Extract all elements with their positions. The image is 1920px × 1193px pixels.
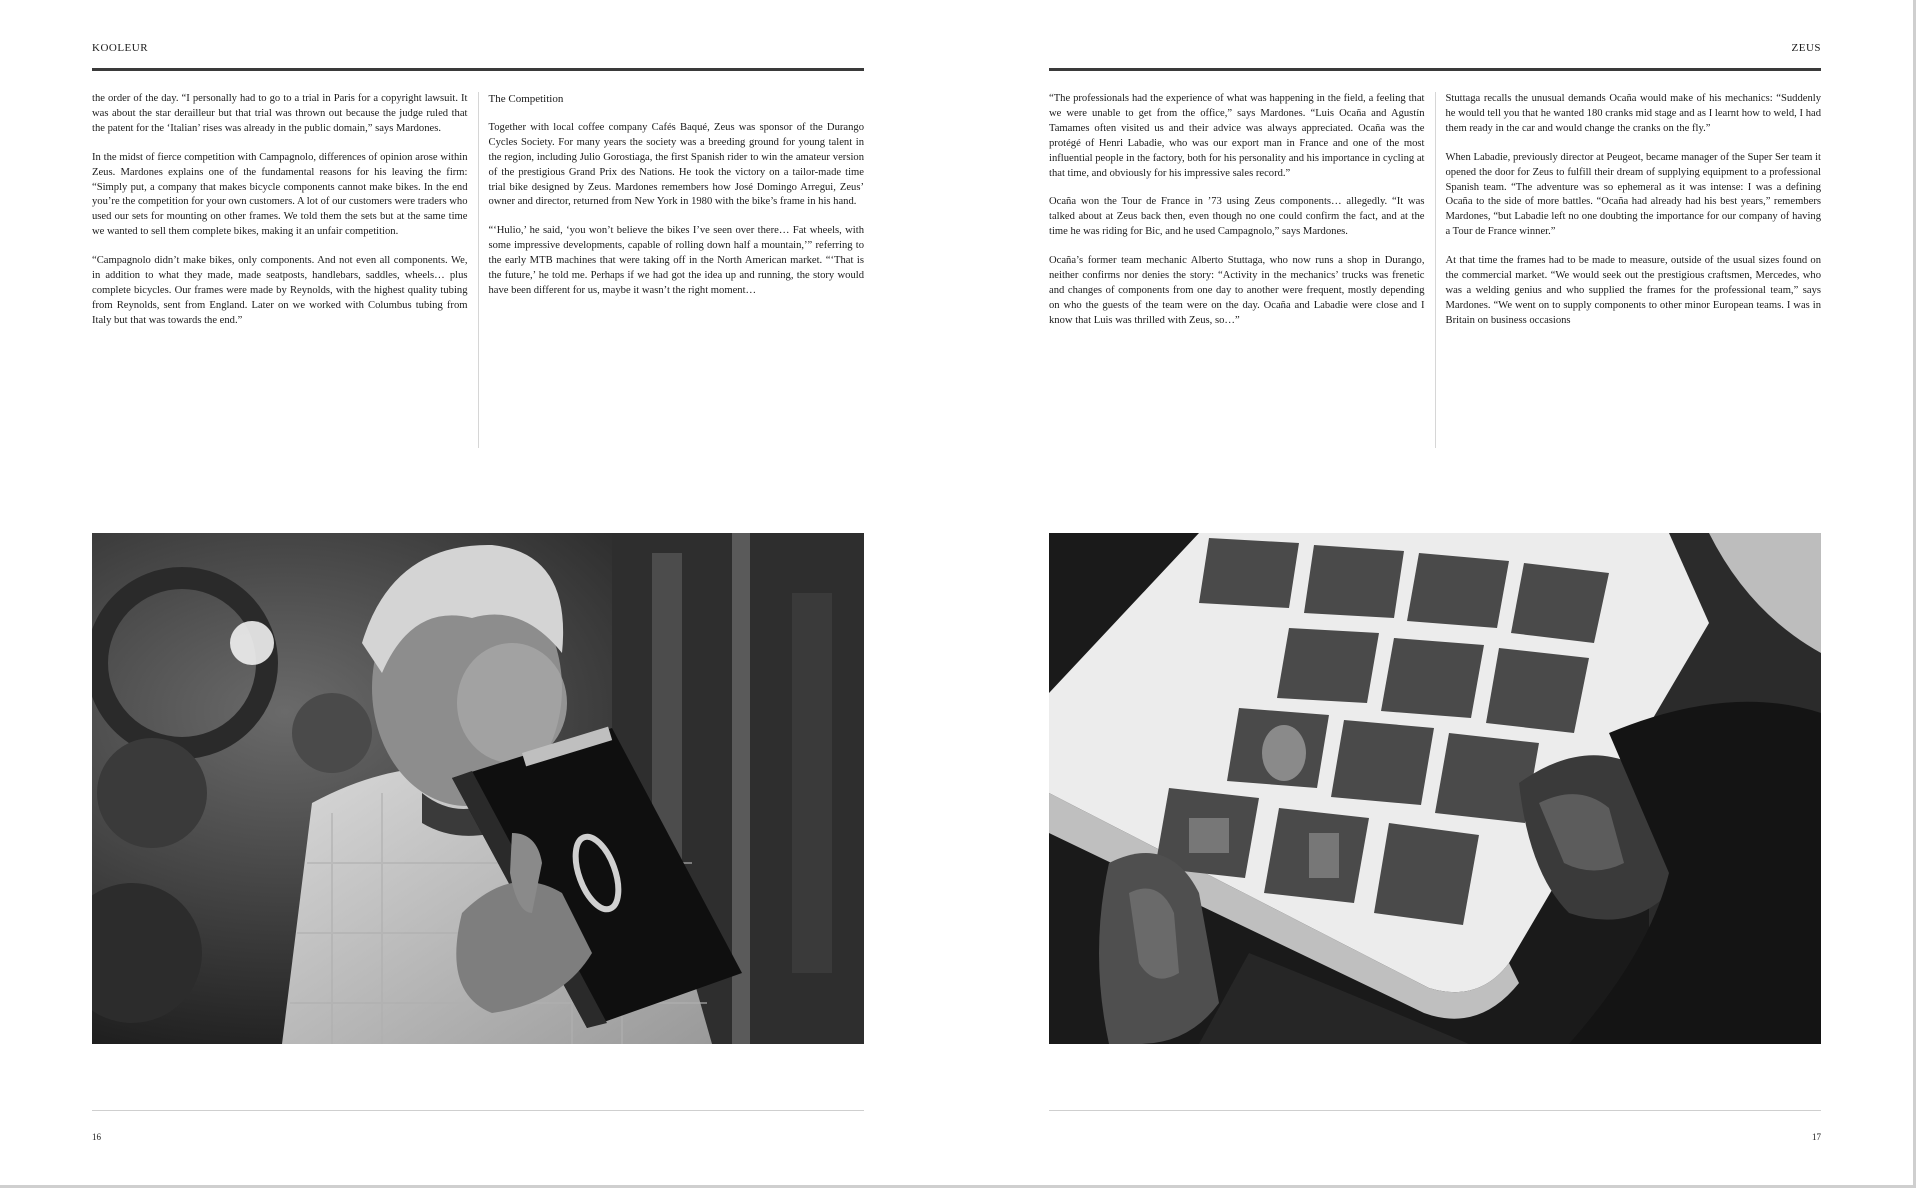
section-heading: The Competition (488, 93, 564, 105)
page-number: 17 (1812, 1132, 1821, 1142)
photo-man-holding-book (92, 533, 864, 1044)
text-column-1 (1049, 92, 1436, 448)
paragraph: Ocaña’s former team mechanic Alberto Stuttaga, who now runs a shop in Durango, neither confirms nor denies the story: “Activity in the mechanics’ trucks was frenetic and changes of components from one day to another were frequent, mostly depending on who the guests of the team were on the day. Ocaña and Labadie were close and I know that Luis was thrilled with Zeus, so…” (1049, 255, 1425, 326)
header-rule (92, 68, 864, 71)
paragraph: Together with local coffee company Cafés Baqué, Zeus was sponsor of the Durango Cycles Society. For many years the society was a breeding ground for young talent in the region, including Julio Gorostiaga, the first Spanish rider to win the amateur version of the prestigious Grand Prix des Nations. He took the victory on a tailor-made time trial bike designed by Zeus. Mardones remembers how José Domingo Arregui, Zeus’ owner and director, returned from New York in 1980 with the bike’s frame in his hand. (488, 121, 864, 208)
left-page (92, 0, 864, 1188)
page-number: 16 (92, 1132, 101, 1142)
paragraph: Ocaña won the Tour de France in ’73 using Zeus components… allegedly. “It was talked about at Zeus back then, even though no one could confirm the fact, and at the time he was riding for Bic, and he used Campagnolo,” says Mardones. (1049, 196, 1425, 238)
footer-rule (92, 1110, 864, 1111)
footer-rule (1049, 1110, 1821, 1111)
running-head: ZEUS (1791, 42, 1821, 54)
paragraph: At that time the frames had to be made to measure, outside of the usual sizes found on the commercial market. “We would seek out the prestigious craftsmen, Mercedes, who was a welding genius and who supplied the frames for the professional team,” says Mardones. “We went on to supply components to other minor European teams. I was in Britain on business occasions (1445, 255, 1821, 326)
text-columns (92, 92, 864, 448)
text-column-2 (1436, 92, 1822, 448)
paragraph: the order of the day. “I personally had to go to a trial in Paris for a copyright lawsuit. It was about the star derailleur but that trial was thrown out because the judge ruled that the patent for the ‘Italian’ rises was already in the public domain,” says Mardones. (92, 93, 468, 134)
running-head: KOOLEUR (92, 42, 149, 54)
paragraph: Stuttaga recalls the unusual demands Ocaña would make of his mechanics: “Suddenly he would tell you that he wanted 180 cranks mid stage and as I learnt how to weld, I had them ready in the car and would change the cranks on the fly.” (1445, 93, 1821, 134)
paragraph: “‘Hulio,’ he said, ‘you won’t believe the bikes I’ve seen over there… Fat wheels, with some impressive developments, capable of rolling down half a mountain,’” referring to the early MTB machines that were taking off in the North American market. “‘That is the future,’ he told me. Perhaps if we had got the idea up and running, the story would have been different for us, maybe it wasn’t the right moment… (488, 225, 864, 296)
text-column-1 (92, 92, 479, 448)
paragraph: “The professionals had the experience of what was happening in the field, a feeling that we were unable to get from the office,” says Mardones. “Luis Ocaña and Agustín Tamames often visited us and their advice was always appreciated. Ocaña was the protégé of Henri Labadie, who was our export man in France and one of the most influential people in the factory, both for his personality and his importance in cycling at that time, and obviously for his impressive sales record.” (1049, 93, 1425, 179)
text-column-2 (479, 92, 865, 448)
paragraph: “Campagnolo didn’t make bikes, only components. And not even all components. We, in addition to what they made, made seatposts, handlebars, saddles, wheels… plus complete bicycles. Our frames were made by Reynolds, with the highest quality tubing from Reynolds, sent from England. Later on we worked with Columbus tubing from Italy but that was towards the end.” (92, 255, 468, 326)
right-page (1049, 0, 1821, 1188)
header-rule (1049, 68, 1821, 71)
photo-hands-holding-photo-album (1049, 533, 1821, 1044)
paragraph: In the midst of fierce competition with Campagnolo, differences of opinion arose within Zeus. Mardones explains one of the fundamental reasons for his leaving the firm: “Simply put, a company that makes bicycle components cannot make bikes. In the end you’re the competition for your own customers. A lot of our customers were traders who used our sets for mounting on other frames. We told them the sets but at the same time we wanted to sell them complete bikes, making it an unfair competition. (92, 151, 468, 238)
paragraph: When Labadie, previously director at Peugeot, became manager of the Super Ser team it opened the door for Zeus to fulfill their dream of supplying equipment to a professional Spanish team. “The adventure was so ephemeral as it was intense: I was a defining Ocaña to the side of more battles. “Ocaña had already had his best years,” remembers Mardones, “but Labadie left no one doubting the importance for our company of having a Tour de France winner.” (1445, 151, 1821, 238)
text-columns (1049, 92, 1821, 448)
